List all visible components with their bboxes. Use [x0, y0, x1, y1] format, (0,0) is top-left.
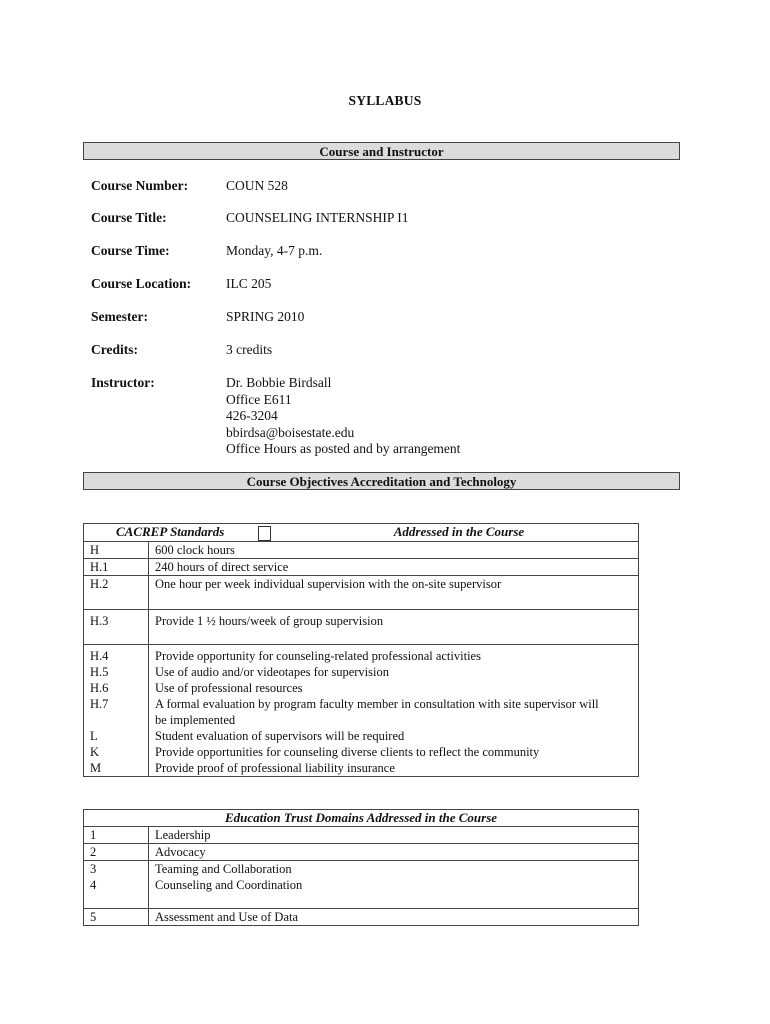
semester-value: SPRING 2010 [226, 309, 305, 324]
instructor-office-hours: Office Hours as posted and by arrangement [226, 441, 461, 456]
table-row [84, 844, 639, 861]
table-header-row [84, 810, 639, 827]
section-header-objectives: Course Objectives Accreditation and Technology [83, 472, 680, 490]
domain-code: 4 [90, 878, 97, 892]
standard-code: H.1 [84, 558, 149, 575]
cacrep-standards-table [83, 523, 639, 777]
table-row [84, 909, 639, 926]
addressed-header-label: Addressed in the Course [393, 524, 525, 539]
credits-value: 3 credits [226, 342, 273, 357]
table-row [84, 827, 639, 844]
table-row [84, 644, 639, 776]
table-row [84, 575, 639, 609]
credits-label: Credits: [91, 342, 138, 357]
standard-text: Provide proof of professional liability insurance [155, 760, 395, 775]
standard-code: H.5 [90, 664, 109, 679]
domain-text-group [149, 861, 639, 909]
domain-text: Advocacy [149, 844, 639, 861]
domain-text: Leadership [149, 827, 639, 844]
cacrep-header-label: CACREP Standards [116, 524, 225, 539]
course-time-value: Monday, 4-7 p.m. [226, 243, 323, 258]
standard-text: 240 hours of direct service [149, 558, 639, 575]
domain-code: 3 [90, 862, 97, 876]
standard-code: H.3 [84, 609, 149, 644]
course-time-label: Course Time: [91, 243, 170, 258]
instructor-details [226, 375, 460, 458]
standard-code: M [90, 760, 102, 775]
course-location-value: ILC 205 [226, 276, 272, 291]
instructor-phone: 426-3204 [226, 408, 278, 423]
domain-code: 5 [84, 909, 149, 926]
course-number-value: COUN 528 [226, 178, 288, 193]
standard-code-group [84, 644, 149, 776]
standard-text: A formal evaluation by program faculty member in consultation with site supervisor will [155, 696, 599, 711]
standard-text: Provide opportunity for counseling-related professional activities [155, 648, 481, 663]
standard-text: One hour per week individual supervision with the on-site supervisor [149, 575, 639, 609]
standard-code: L [90, 728, 98, 743]
course-location-label: Course Location: [91, 276, 192, 291]
standard-code: H [84, 541, 149, 558]
standard-text: Provide opportunities for counseling diverse clients to reflect the community [155, 744, 540, 759]
domain-code: 1 [84, 827, 149, 844]
standard-text: Provide 1 ½ hours/week of group supervision [149, 609, 639, 644]
table-row [84, 558, 639, 575]
standard-code: H.6 [90, 680, 109, 695]
table-row [84, 609, 639, 644]
semester-label: Semester: [91, 309, 148, 324]
standard-text: 600 clock hours [149, 541, 639, 558]
table-row [84, 541, 639, 558]
standard-code: K [90, 744, 100, 759]
standard-code: H.2 [84, 575, 149, 609]
section-header-course-instructor: Course and Instructor [83, 142, 680, 160]
course-title-label: Course Title: [91, 210, 167, 225]
standard-text: be implemented [155, 712, 236, 727]
standard-text: Use of audio and/or videotapes for supervision [155, 664, 389, 679]
course-number-label: Course Number: [91, 178, 189, 193]
domain-code-group [84, 861, 149, 909]
domain-code: 2 [84, 844, 149, 861]
standard-code [90, 712, 148, 728]
instructor-label: Instructor: [91, 375, 155, 390]
standard-text-group [149, 644, 639, 776]
page-title: SYLLABUS [348, 93, 422, 108]
domain-text: Assessment and Use of Data [149, 909, 639, 926]
trust-header-label: Education Trust Domains Addressed in the Course [84, 810, 639, 827]
domain-text: Counseling and Coordination [155, 878, 303, 892]
checkbox-icon [258, 526, 271, 541]
instructor-name: Dr. Bobbie Birdsall [226, 375, 332, 390]
table-row [84, 861, 639, 909]
instructor-office: Office E611 [226, 391, 292, 407]
course-title-value: COUNSELING INTERNSHIP I1 [226, 210, 409, 225]
standard-text: Student evaluation of supervisors will be required [155, 728, 405, 743]
standard-text: Use of professional resources [155, 680, 303, 695]
standard-code: H.7 [90, 696, 109, 711]
instructor-email: bbirdsa@boisestate.edu [226, 424, 355, 440]
table-header-row [84, 524, 639, 542]
standard-code: H.4 [90, 648, 109, 663]
education-trust-table [83, 809, 639, 926]
domain-text: Teaming and Collaboration [155, 862, 292, 876]
